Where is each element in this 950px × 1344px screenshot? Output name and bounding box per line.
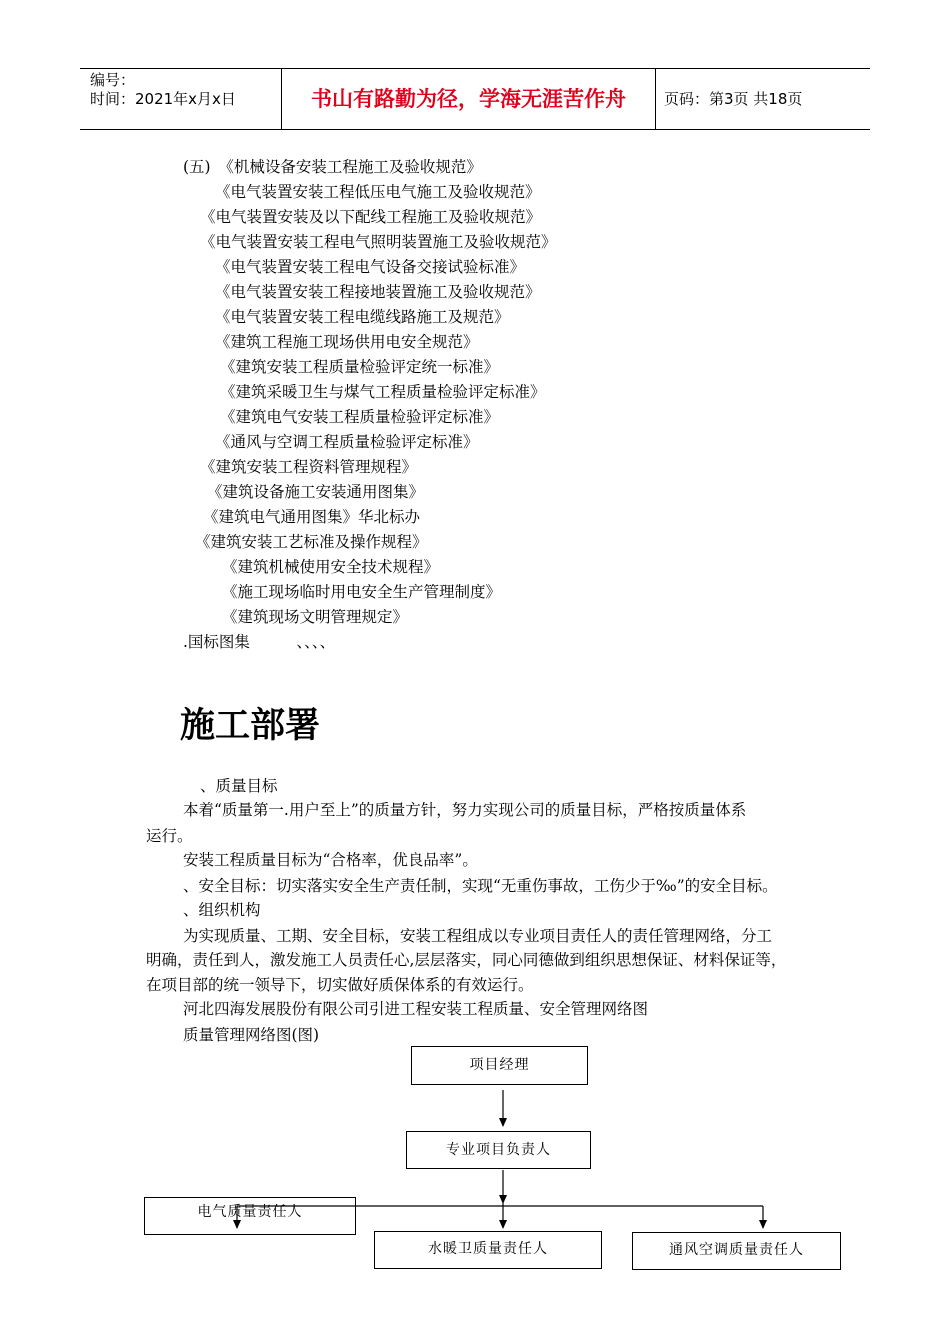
reference-item: .国标图集 、、、、 — [183, 633, 336, 651]
reference-item: 《电气装置安装工程低压电气施工及验收规范》 — [215, 183, 541, 201]
body-line: 安装工程质量目标为“合格率，优良品率”。 — [183, 851, 478, 869]
body-line: 为实现质量、工期、安全目标，安装工程组成以专业项目责任人的责任管理网络，分工 — [183, 927, 773, 945]
reference-item: 《电气装置安装工程电气设备交接试验标准》 — [215, 258, 526, 276]
reference-item: 《电气装置安装工程接地装置施工及验收规范》 — [215, 283, 541, 301]
arrowhead — [499, 1118, 507, 1127]
section-title: 施工部署 — [180, 705, 321, 746]
arrowhead — [499, 1220, 507, 1229]
body-line: 本着“质量第一.用户至上”的质量方针，努力实现公司的质量目标，严格按质量体系 — [183, 801, 747, 819]
arrowhead — [499, 1195, 507, 1204]
reference-item: 《建筑安装工程资料管理规程》 — [200, 458, 418, 476]
reference-item: 《建筑电气通用图集》华北标办 — [203, 508, 421, 526]
reference-item: 《施工现场临时用电安全生产管理制度》 — [222, 583, 502, 601]
reference-item: 《电气装置安装及以下配线工程施工及验收规范》 — [200, 208, 542, 226]
body-line: 、质量目标 — [200, 777, 278, 795]
header-time: 时间：2021年x月x日 — [90, 90, 236, 108]
body-line: 河北四海发展股份有限公司引进工程安装工程质量、安全管理网络图 — [183, 1000, 649, 1018]
body-line: 、安全目标：切实落实安全生产责任制，实现“无重伤事故，工伤少于‰”的安全目标。 — [183, 877, 778, 895]
org-box-plumbing: 水暖卫质量责任人 — [374, 1231, 602, 1269]
reference-item: 《建筑采暖卫生与煤气工程质量检验评定标准》 — [220, 383, 546, 401]
org-box-hvac: 通风空调质量责任人 — [632, 1232, 841, 1270]
header-page-info: 页码：第3页 共18页 — [664, 90, 803, 108]
body-line: 运行。 — [146, 827, 193, 845]
body-line: 明确，责任到人，激发施工人员责任心,层层落实，同心同德做到组织思想保证、材料保证等， — [146, 951, 787, 969]
org-box-lead: 专业项目负责人 — [406, 1131, 591, 1169]
body-line: 质量管理网络图(图) — [183, 1026, 320, 1044]
reference-item: 《建筑设备施工安装通用图集》 — [207, 483, 425, 501]
reference-item: 《电气装置安装工程电气照明装置施工及验收规范》 — [200, 233, 557, 251]
reference-item: (五) 《机械设备安装工程施工及验收规范》 — [183, 158, 482, 176]
reference-item: 《建筑现场文明管理规定》 — [222, 608, 409, 626]
reference-item: 《建筑工程施工现场供用电安全规范》 — [215, 333, 479, 351]
reference-item: 《建筑机械使用安全技术规程》 — [222, 558, 440, 576]
body-line: 在项目部的统一领导下，切实做好质保体系的有效运行。 — [146, 976, 534, 994]
org-box-electric: 电气质量责任人 — [144, 1197, 356, 1235]
org-box-manager: 项目经理 — [411, 1046, 588, 1085]
body-line: 、组织机构 — [183, 901, 261, 919]
header-number: 编号： — [90, 71, 136, 89]
arrowhead — [759, 1220, 767, 1229]
reference-item: 《建筑安装工艺标准及操作规程》 — [195, 533, 428, 551]
header-motto: 书山有路勤为径，学海无涯苦作舟 — [311, 87, 626, 111]
reference-item: 《通风与空调工程质量检验评定标准》 — [215, 433, 479, 451]
reference-item: 《建筑安装工程质量检验评定统一标准》 — [220, 358, 500, 376]
reference-item: 《建筑电气安装工程质量检验评定标准》 — [220, 408, 500, 426]
reference-item: 《电气装置安装工程电缆线路施工及规范》 — [215, 308, 510, 326]
